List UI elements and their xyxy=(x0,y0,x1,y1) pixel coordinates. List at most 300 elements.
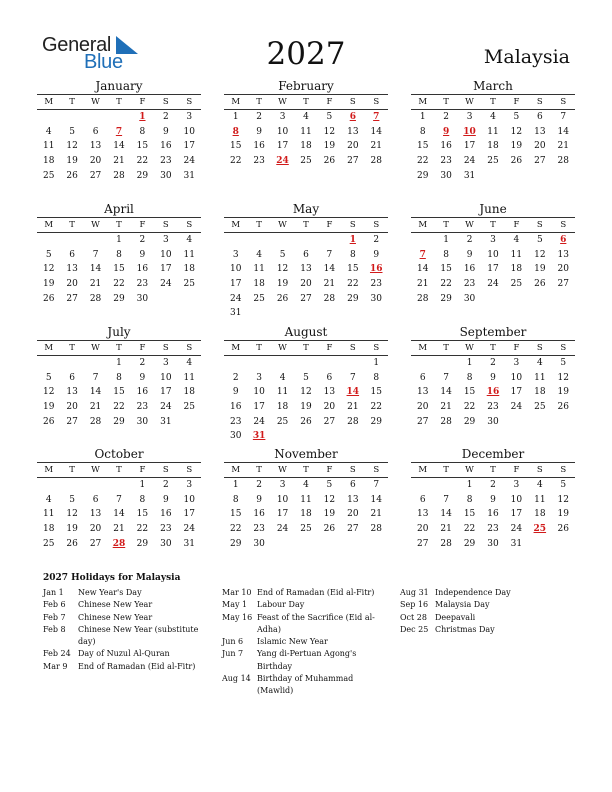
weekday-label: T xyxy=(256,343,262,353)
empty-day-cell xyxy=(224,356,247,371)
day-cell: 22 xyxy=(136,524,149,535)
day-cell: 7 xyxy=(373,480,380,490)
month-title: May xyxy=(292,202,320,216)
day-cell: 16 xyxy=(253,509,265,520)
day-cell: 24 xyxy=(510,402,523,413)
day-cell: 27 xyxy=(66,416,78,427)
day-cell: 5 xyxy=(45,372,52,383)
day-cell: 18 xyxy=(300,141,312,152)
day-cell: 22 xyxy=(229,156,242,167)
day-cell: 4 xyxy=(536,358,543,368)
day-cell: 28 xyxy=(370,524,382,535)
day-cell: 15 xyxy=(136,509,149,520)
month-february xyxy=(224,79,388,169)
day-cell: 13 xyxy=(557,249,569,260)
day-cell: 14 xyxy=(557,126,569,137)
holiday-name: Chinese New Year xyxy=(78,600,153,610)
month-november xyxy=(224,447,388,551)
holiday-item xyxy=(400,587,570,599)
day-cell: 4 xyxy=(186,235,193,245)
weekday-label: W xyxy=(278,343,287,353)
month-january xyxy=(37,79,201,183)
day-cell: 13 xyxy=(66,387,78,398)
day-cell: 27 xyxy=(347,524,359,535)
empty-day-cell xyxy=(294,356,317,371)
weekday-label: F xyxy=(326,97,333,107)
month-title: March xyxy=(473,79,513,93)
day-cell: 23 xyxy=(136,402,149,413)
day-cell: 2 xyxy=(490,358,496,368)
holiday-day-cell: 24 xyxy=(276,156,289,167)
day-cell: 12 xyxy=(323,494,336,505)
weekday-label: F xyxy=(513,343,520,353)
day-cell: 23 xyxy=(253,524,265,535)
empty-day-cell xyxy=(60,233,83,248)
empty-day-cell xyxy=(84,233,107,248)
day-cell: 13 xyxy=(347,494,359,505)
day-grid xyxy=(224,110,388,169)
day-cell: 11 xyxy=(183,249,195,260)
day-cell: 8 xyxy=(232,494,239,505)
day-cell: 18 xyxy=(276,402,289,413)
day-cell: 22 xyxy=(113,402,125,413)
weekday-label: T xyxy=(490,220,496,230)
day-cell: 31 xyxy=(160,416,172,427)
holiday-day-cell: 7 xyxy=(115,126,123,137)
day-cell: 17 xyxy=(183,141,195,152)
day-cell: 28 xyxy=(440,538,452,549)
weekday-label: W xyxy=(278,465,287,475)
day-cell: 16 xyxy=(253,141,265,152)
day-cell: 15 xyxy=(229,141,242,152)
day-cell: 13 xyxy=(534,126,546,137)
day-cell: 28 xyxy=(89,416,102,427)
day-cell: 26 xyxy=(510,156,523,167)
holiday-name: Feast of the Sacrifice (Eid al-Adha) xyxy=(257,612,375,634)
holiday-date: Feb 8 xyxy=(43,624,66,634)
day-cell: 14 xyxy=(113,141,125,152)
day-cell: 3 xyxy=(186,112,193,122)
holiday-column xyxy=(43,587,208,673)
day-cell: 21 xyxy=(557,141,569,152)
day-cell: 26 xyxy=(534,279,546,290)
weekday-label: W xyxy=(91,343,100,353)
day-cell: 2 xyxy=(256,480,262,490)
weekday-label: F xyxy=(139,465,146,475)
weekday-label: W xyxy=(465,220,474,230)
day-cell: 9 xyxy=(162,494,169,505)
month-december xyxy=(411,447,575,551)
weekday-label: M xyxy=(44,465,54,475)
holiday-date: Jan 1 xyxy=(43,588,64,597)
day-cell: 3 xyxy=(232,249,239,260)
day-cell: 4 xyxy=(490,112,496,122)
empty-day-cell xyxy=(318,233,341,248)
day-cell: 26 xyxy=(300,416,312,427)
day-cell: 20 xyxy=(89,156,102,167)
weekday-label: T xyxy=(303,465,309,475)
holiday-date: Oct 28 xyxy=(400,612,427,622)
day-cell: 23 xyxy=(160,524,172,535)
weekday-label: F xyxy=(326,220,333,230)
day-cell: 1 xyxy=(466,358,473,368)
holiday-name: Labour Day xyxy=(257,600,305,610)
weekday-label: F xyxy=(513,220,520,230)
day-cell: 21 xyxy=(370,509,382,520)
empty-day-cell xyxy=(341,356,364,371)
weekday-label: S xyxy=(536,220,543,230)
day-cell: 14 xyxy=(440,509,452,520)
day-cell: 24 xyxy=(463,156,476,167)
empty-day-cell xyxy=(411,233,434,248)
day-cell: 11 xyxy=(300,126,312,137)
day-cell: 11 xyxy=(510,249,523,260)
day-cell: 7 xyxy=(92,372,99,383)
weekday-header xyxy=(37,340,201,356)
day-cell: 19 xyxy=(557,509,569,520)
day-cell: 4 xyxy=(303,480,309,490)
day-cell: 29 xyxy=(416,170,429,181)
weekday-label: F xyxy=(139,97,146,107)
day-cell: 5 xyxy=(536,235,543,245)
month-june xyxy=(411,202,575,306)
day-cell: 19 xyxy=(534,264,546,275)
day-cell: 8 xyxy=(443,249,449,260)
day-cell: 12 xyxy=(42,387,55,398)
empty-day-cell xyxy=(247,233,270,248)
day-cell: 10 xyxy=(487,249,499,260)
weekday-label: T xyxy=(69,97,75,107)
day-cell: 10 xyxy=(183,494,195,505)
day-cell: 3 xyxy=(186,480,193,490)
day-cell: 1 xyxy=(419,112,426,122)
day-cell: 19 xyxy=(66,524,78,535)
holiday-name: Christmas Day xyxy=(435,624,495,634)
day-cell: 30 xyxy=(136,416,149,427)
day-grid xyxy=(37,478,201,551)
weekday-label: S xyxy=(373,465,380,475)
day-cell: 8 xyxy=(349,249,356,260)
day-cell: 18 xyxy=(487,141,499,152)
holidays-title: 2027 Holidays for Malaysia xyxy=(43,573,181,583)
day-cell: 4 xyxy=(513,235,520,245)
day-cell: 16 xyxy=(136,387,149,398)
holiday-day-cell: 16 xyxy=(369,264,383,275)
day-cell: 11 xyxy=(534,372,546,383)
day-cell: 22 xyxy=(463,402,476,413)
holiday-day-cell: 1 xyxy=(139,112,146,122)
day-cell: 24 xyxy=(276,524,289,535)
weekday-label: S xyxy=(536,465,543,475)
day-cell: 25 xyxy=(42,170,55,181)
day-cell: 5 xyxy=(560,358,567,368)
day-cell: 30 xyxy=(463,293,476,304)
day-cell: 5 xyxy=(560,480,567,490)
day-cell: 27 xyxy=(347,156,359,167)
holiday-date: Feb 7 xyxy=(43,612,66,622)
day-cell: 16 xyxy=(463,264,476,275)
day-cell: 6 xyxy=(303,249,309,260)
day-cell: 3 xyxy=(256,372,262,383)
day-cell: 21 xyxy=(416,279,429,290)
day-cell: 17 xyxy=(183,509,195,520)
holiday-day-cell: 8 xyxy=(232,126,239,137)
day-cell: 12 xyxy=(534,249,546,260)
day-cell: 5 xyxy=(513,112,520,122)
day-cell: 7 xyxy=(560,112,567,122)
day-grid xyxy=(37,356,201,429)
day-cell: 7 xyxy=(349,372,356,383)
weekday-label: F xyxy=(326,343,333,353)
day-cell: 14 xyxy=(323,264,336,275)
day-cell: 29 xyxy=(113,293,125,304)
day-cell: 19 xyxy=(510,141,523,152)
weekday-label: T xyxy=(256,97,262,107)
day-cell: 18 xyxy=(300,509,312,520)
day-cell: 20 xyxy=(300,279,312,290)
day-cell: 9 xyxy=(256,126,262,137)
day-cell: 22 xyxy=(229,524,242,535)
day-cell: 14 xyxy=(370,494,382,505)
day-cell: 19 xyxy=(42,402,55,413)
weekday-label: M xyxy=(231,220,241,230)
day-cell: 29 xyxy=(440,293,452,304)
holiday-item xyxy=(43,587,208,599)
day-cell: 30 xyxy=(370,293,382,304)
day-cell: 4 xyxy=(256,249,262,260)
weekday-header xyxy=(37,94,201,110)
day-cell: 21 xyxy=(347,402,359,413)
day-cell: 6 xyxy=(92,126,99,137)
day-cell: 5 xyxy=(279,249,286,260)
day-cell: 3 xyxy=(279,112,286,122)
holiday-date: Feb 24 xyxy=(43,649,71,659)
day-cell: 8 xyxy=(373,372,380,383)
holiday-day-cell: 6 xyxy=(560,235,567,245)
day-cell: 19 xyxy=(323,141,336,152)
day-cell: 26 xyxy=(557,524,569,535)
holiday-name: Deepavali xyxy=(435,612,476,622)
weekday-label: F xyxy=(513,97,520,107)
holiday-item xyxy=(222,673,390,698)
day-cell: 13 xyxy=(66,264,78,275)
day-cell: 4 xyxy=(186,358,193,368)
day-cell: 3 xyxy=(162,358,169,368)
day-cell: 29 xyxy=(229,538,242,549)
day-cell: 28 xyxy=(347,416,359,427)
day-cell: 1 xyxy=(116,358,122,368)
holiday-day-cell: 7 xyxy=(419,249,426,260)
day-cell: 24 xyxy=(510,524,523,535)
day-cell: 17 xyxy=(487,264,499,275)
day-cell: 19 xyxy=(276,279,289,290)
day-cell: 2 xyxy=(256,112,262,122)
weekday-label: W xyxy=(278,97,287,107)
empty-day-cell xyxy=(37,478,60,493)
holiday-item xyxy=(43,612,208,624)
day-cell: 18 xyxy=(534,387,546,398)
weekday-label: T xyxy=(490,465,496,475)
weekday-label: M xyxy=(231,343,241,353)
day-cell: 14 xyxy=(370,126,382,137)
day-cell: 26 xyxy=(323,524,336,535)
day-cell: 10 xyxy=(183,126,195,137)
day-cell: 5 xyxy=(69,126,75,137)
day-cell: 8 xyxy=(466,494,473,505)
day-cell: 6 xyxy=(69,249,75,260)
weekday-label: W xyxy=(91,97,100,107)
month-title: December xyxy=(461,447,525,461)
empty-day-cell xyxy=(271,356,294,371)
day-grid xyxy=(224,233,388,321)
month-august xyxy=(224,325,388,444)
logo-text-general: General xyxy=(42,34,112,56)
day-cell: 22 xyxy=(347,279,359,290)
holiday-date: May 1 xyxy=(222,600,248,610)
month-title: November xyxy=(274,447,338,461)
empty-day-cell xyxy=(60,110,83,125)
holiday-date: Feb 6 xyxy=(43,600,66,610)
empty-day-cell xyxy=(107,110,130,125)
weekday-label: S xyxy=(560,465,567,475)
weekday-header xyxy=(224,94,388,110)
day-cell: 24 xyxy=(160,402,172,413)
day-cell: 26 xyxy=(66,538,78,549)
day-cell: 21 xyxy=(89,279,102,290)
day-cell: 4 xyxy=(45,494,52,505)
holiday-name: Islamic New Year xyxy=(257,637,328,647)
day-cell: 20 xyxy=(66,279,78,290)
day-cell: 22 xyxy=(440,279,452,290)
weekday-label: M xyxy=(231,465,241,475)
holiday-item xyxy=(222,636,390,648)
empty-day-cell xyxy=(107,478,130,493)
day-cell: 31 xyxy=(183,170,195,181)
day-cell: 24 xyxy=(487,279,499,290)
day-cell: 14 xyxy=(440,387,452,398)
day-cell: 30 xyxy=(253,538,265,549)
day-cell: 21 xyxy=(440,402,452,413)
weekday-header xyxy=(411,462,575,478)
day-cell: 25 xyxy=(534,402,546,413)
weekday-label: S xyxy=(186,220,193,230)
weekday-label: S xyxy=(349,97,356,107)
day-cell: 2 xyxy=(139,235,146,245)
day-cell: 27 xyxy=(534,156,546,167)
holiday-day-cell: 28 xyxy=(112,538,126,549)
day-cell: 24 xyxy=(253,416,265,427)
day-grid xyxy=(37,233,201,306)
day-cell: 27 xyxy=(416,538,429,549)
weekday-label: T xyxy=(69,220,75,230)
day-cell: 8 xyxy=(139,126,146,137)
weekday-header xyxy=(224,462,388,478)
day-cell: 25 xyxy=(42,538,55,549)
day-cell: 21 xyxy=(113,524,125,535)
day-cell: 13 xyxy=(347,126,359,137)
empty-day-cell xyxy=(294,233,317,248)
holiday-name: Birthday of Muhammad (Mawlid) xyxy=(257,674,354,696)
day-cell: 2 xyxy=(490,480,496,490)
holiday-item xyxy=(43,648,208,660)
weekday-label: T xyxy=(256,465,262,475)
day-cell: 1 xyxy=(466,480,473,490)
day-cell: 25 xyxy=(487,156,499,167)
day-cell: 10 xyxy=(510,494,523,505)
day-cell: 6 xyxy=(349,480,356,490)
day-cell: 15 xyxy=(136,141,149,152)
weekday-label: F xyxy=(513,465,520,475)
weekday-label: T xyxy=(116,220,122,230)
holiday-day-cell: 25 xyxy=(533,524,547,535)
weekday-label: T xyxy=(303,220,309,230)
day-cell: 20 xyxy=(534,141,546,152)
day-cell: 27 xyxy=(300,293,312,304)
day-cell: 13 xyxy=(300,264,312,275)
day-cell: 31 xyxy=(510,538,523,549)
month-title: February xyxy=(278,79,334,93)
holiday-item xyxy=(400,624,570,636)
day-cell: 9 xyxy=(256,494,262,505)
day-cell: 30 xyxy=(487,538,499,549)
day-cell: 10 xyxy=(160,249,172,260)
day-cell: 9 xyxy=(232,387,239,398)
day-cell: 13 xyxy=(416,509,429,520)
day-cell: 20 xyxy=(66,402,78,413)
day-cell: 9 xyxy=(490,494,496,505)
day-cell: 25 xyxy=(253,293,265,304)
holiday-name: Chinese New Year xyxy=(78,612,153,622)
holiday-name: Malaysia Day xyxy=(435,600,490,610)
day-cell: 15 xyxy=(229,509,242,520)
holiday-date: Jun 6 xyxy=(222,637,244,647)
day-cell: 16 xyxy=(160,141,172,152)
holiday-date: Aug 14 xyxy=(222,674,251,684)
day-cell: 16 xyxy=(229,402,242,413)
day-cell: 20 xyxy=(347,509,359,520)
holiday-name: End of Ramadan (Eid al-Fitr) xyxy=(257,588,375,597)
day-grid xyxy=(224,478,388,551)
day-cell: 13 xyxy=(89,509,102,520)
day-cell: 7 xyxy=(326,249,333,260)
weekday-label: M xyxy=(231,97,241,107)
holiday-day-cell: 6 xyxy=(349,112,356,122)
day-cell: 2 xyxy=(443,112,449,122)
day-cell: 23 xyxy=(487,524,499,535)
day-cell: 12 xyxy=(276,264,289,275)
day-cell: 5 xyxy=(326,480,333,490)
day-cell: 1 xyxy=(373,358,380,368)
weekday-label: F xyxy=(326,465,333,475)
weekday-label: S xyxy=(349,220,356,230)
day-cell: 11 xyxy=(300,494,312,505)
day-cell: 1 xyxy=(139,480,146,490)
day-cell: 17 xyxy=(229,279,242,290)
day-cell: 12 xyxy=(557,494,569,505)
day-cell: 19 xyxy=(300,402,312,413)
day-cell: 24 xyxy=(183,156,195,167)
weekday-label: T xyxy=(69,465,75,475)
weekday-label: W xyxy=(465,97,474,107)
day-cell: 17 xyxy=(510,509,523,520)
day-cell: 17 xyxy=(160,264,172,275)
weekday-label: W xyxy=(278,220,287,230)
day-grid xyxy=(224,356,388,444)
day-cell: 5 xyxy=(69,494,75,505)
day-cell: 9 xyxy=(466,249,473,260)
day-cell: 27 xyxy=(66,293,78,304)
holiday-name: New Year's Day xyxy=(78,588,142,597)
